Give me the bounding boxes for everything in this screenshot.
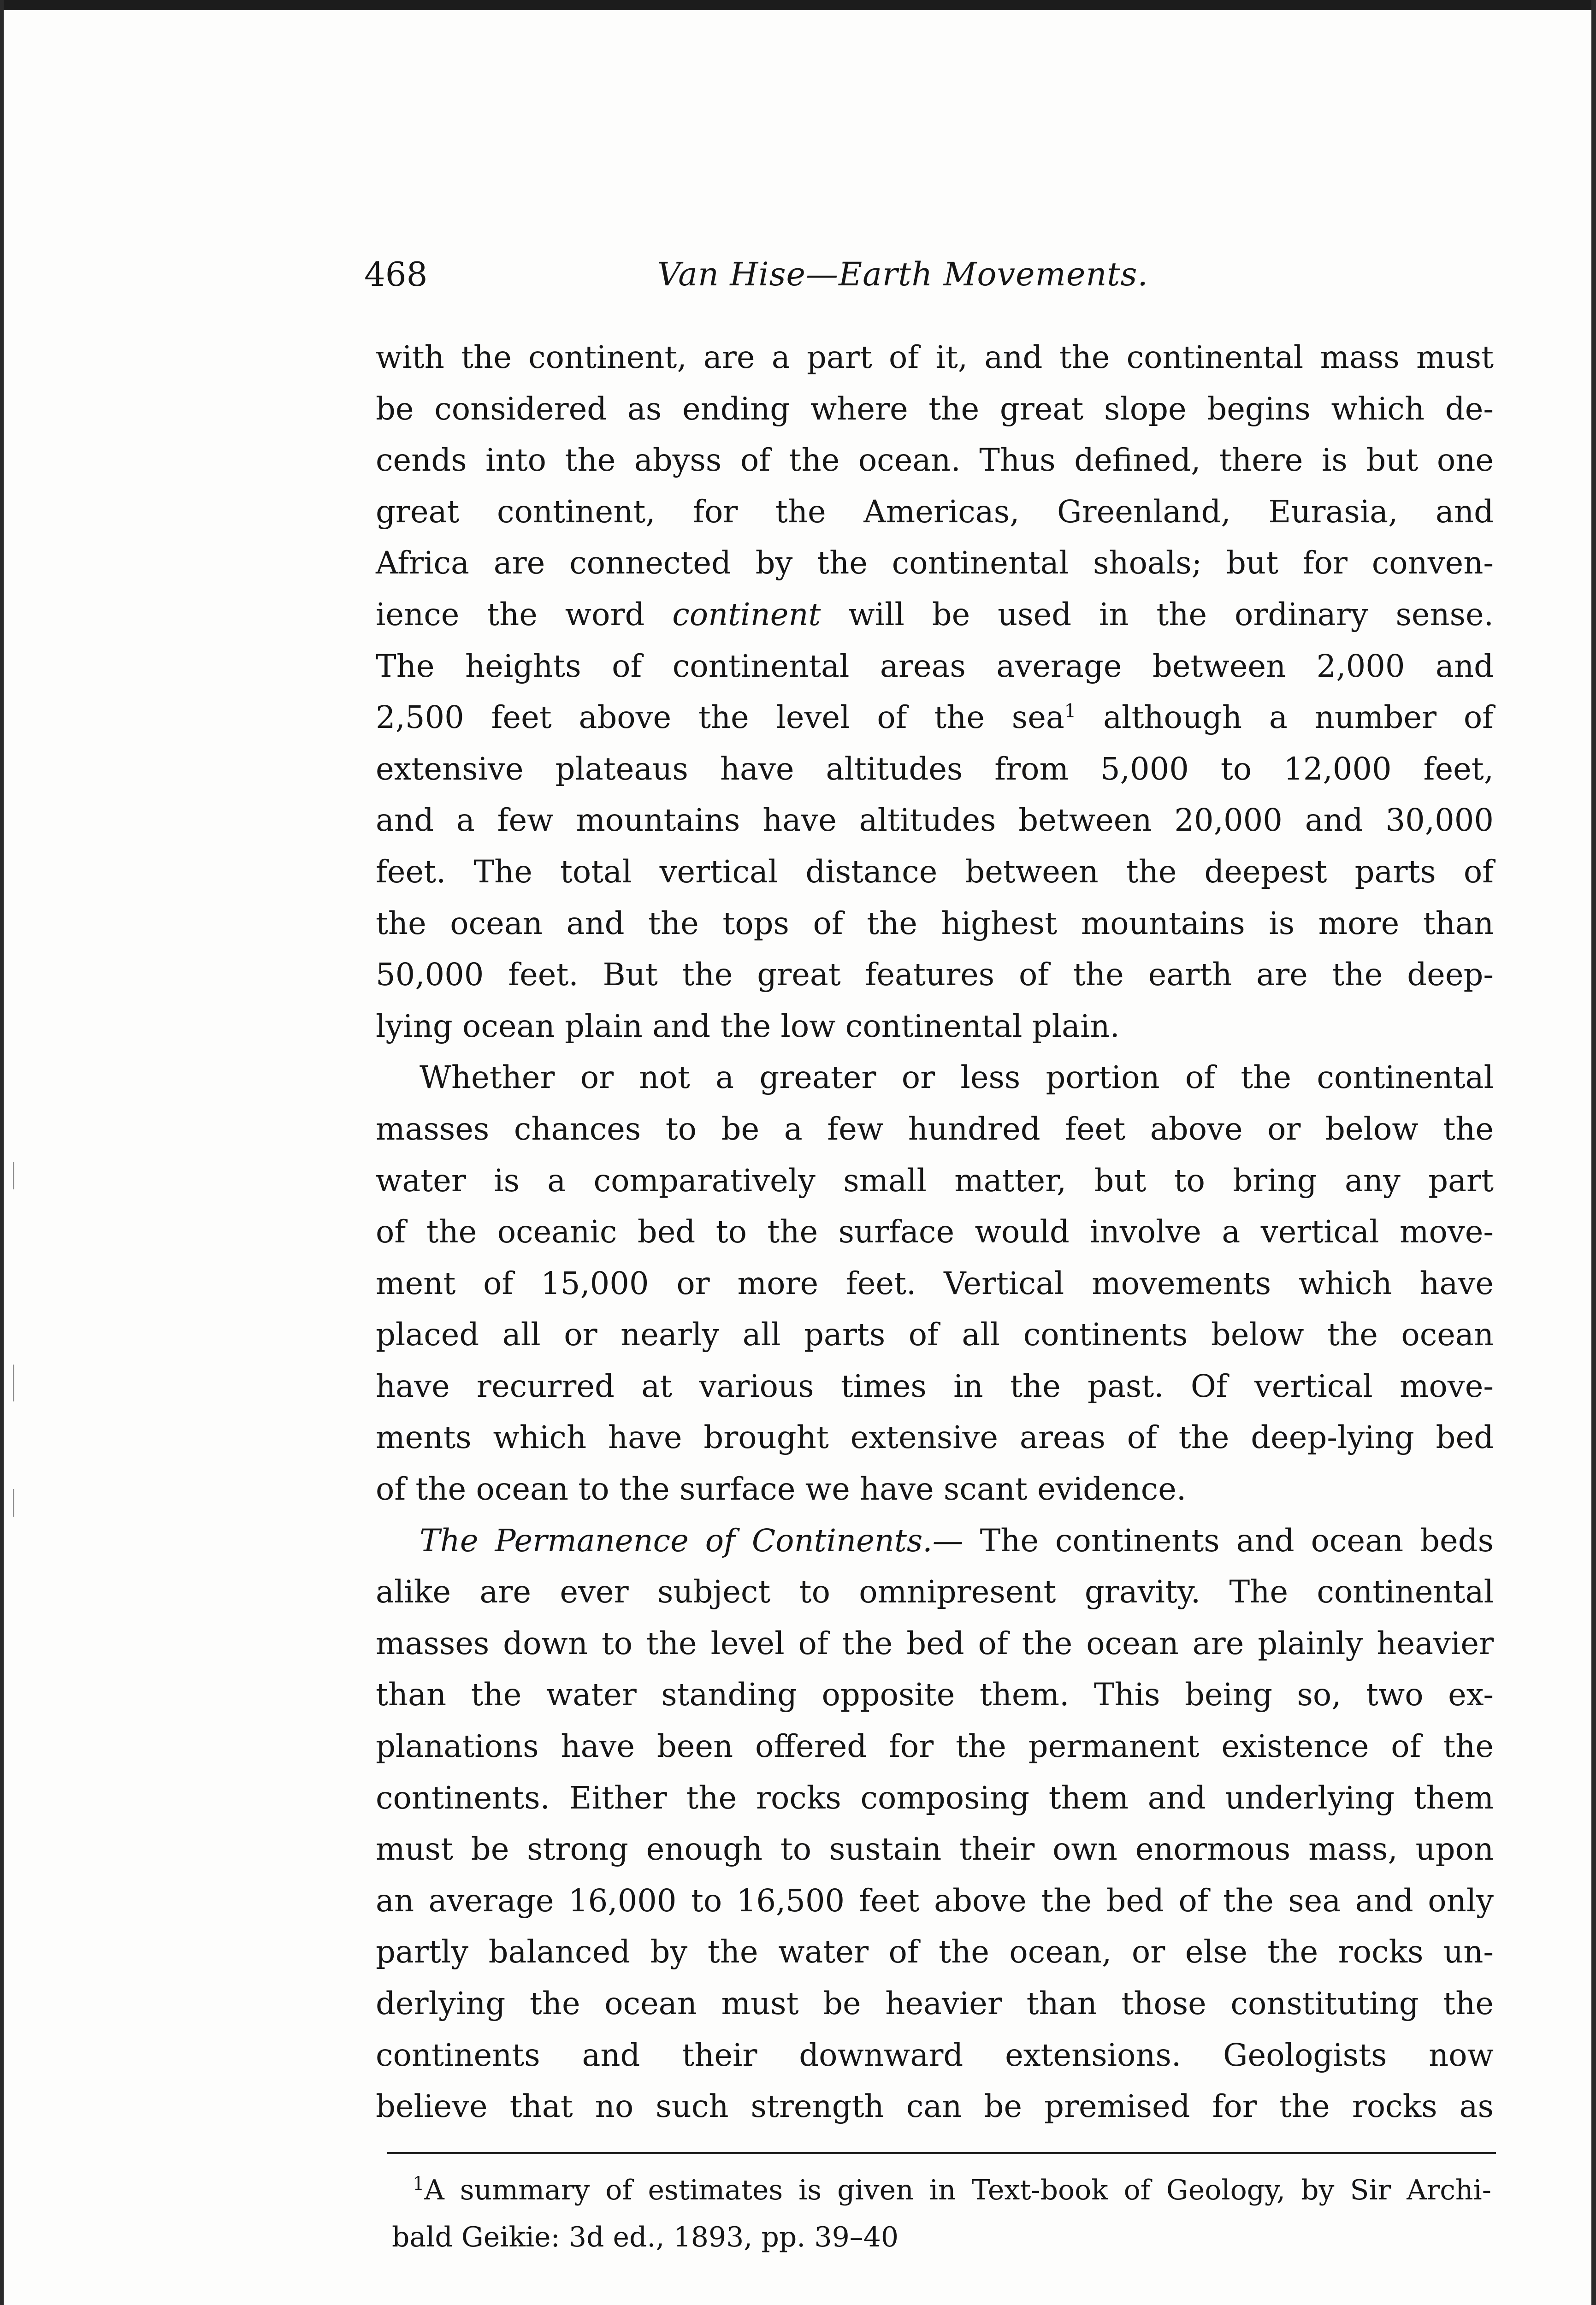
section-heading: The Permanence of Continents.— (420, 1522, 964, 1559)
footnote-text: A summary of estimates is given in Text-book of Geology, by Sir Archi- (424, 2174, 1491, 2206)
page-number: 468 (364, 255, 428, 294)
text-line: partly balanced by the water of the ocean, or else the rocks un- (376, 1934, 1494, 1970)
text-line (376, 589, 1494, 641)
text-line: derlying the ocean must be heavier than those constituting the (376, 1986, 1494, 2021)
text-line: ment of 15,000 or more feet. Vertical movements which have (376, 1265, 1494, 1301)
text-line (376, 1515, 1494, 1567)
text-line: extensive plateaus have altitudes from 5,000 to 12,000 feet, (376, 751, 1494, 787)
text-line: alike are ever subject to omnipresent gravity. The continental (376, 1574, 1494, 1610)
margin-speck (13, 1489, 14, 1517)
text-line: continents and their downward extensions. Geologists now (376, 2037, 1494, 2073)
italic-term: continent (672, 596, 821, 632)
text-line: the ocean and the tops of the highest mountains is more than (376, 905, 1494, 941)
text-line: Whether or not a greater or less portion of the continental (420, 1059, 1494, 1096)
text-line: 50,000 feet. But the great features of the earth are the deep- (376, 957, 1494, 993)
text-fragment: The continents and ocean beds (980, 1522, 1494, 1559)
text-line: have recurred at various times in the past. Of vertical move- (376, 1368, 1494, 1404)
text-line: must be strong enough to sustain their own enormous mass, upon (376, 1831, 1494, 1868)
text-line: Africa are connected by the continental shoals; but for conven- (376, 545, 1494, 581)
text-line: great continent, for the Americas, Greenland, Eurasia, and (376, 493, 1494, 530)
text-line: of the oceanic bed to the surface would involve a vertical move- (376, 1214, 1494, 1250)
text-line: water is a comparatively small matter, but to bring any part (376, 1162, 1494, 1199)
text-fragment: will be used in the ordinary sense. (848, 596, 1494, 632)
text-line: an average 16,000 to 16,500 feet above the bed of the sea and only (376, 1882, 1494, 1919)
footnote-line (413, 2167, 1491, 2214)
text-line: and a few mountains have altitudes between 20,000 and 30,000 (376, 802, 1494, 839)
text-line: masses chances to be a few hundred feet above or below the (376, 1111, 1494, 1147)
text-line: be considered as ending where the great slope begins which de- (376, 390, 1494, 427)
text-fragment: 2,500 feet above the level of the sea (376, 699, 1064, 736)
footnote-divider (387, 2152, 1496, 2154)
text-line: continents. Either the rocks composing them and underlying them (376, 1779, 1494, 1816)
scan-border-right (1591, 0, 1596, 2305)
footnote-reference: 1 (1064, 700, 1076, 722)
text-line: feet. The total vertical distance between the deepest parts of (376, 853, 1494, 890)
text-line: of the ocean to the surface we have scant evidence. (376, 1471, 1187, 1507)
body-text (376, 332, 1494, 2133)
text-line: than the water standing opposite them. This being so, two ex- (376, 1677, 1494, 1713)
text-line: The heights of continental areas average between 2,000 and (376, 648, 1494, 684)
footnotes (392, 2167, 1491, 2261)
running-title: Van Hise—Earth Movements. (657, 255, 1148, 293)
text-line: cends into the abyss of the ocean. Thus defined, there is but one (376, 442, 1494, 479)
running-head (364, 251, 1596, 302)
text-fragment: although a number of (1103, 699, 1494, 736)
scan-border-top (0, 0, 1596, 10)
footnote-line: bald Geikie: 3d ed., 1893, pp. 39–40 (392, 2221, 899, 2253)
text-line: ments which have brought extensive areas of the deep-lying bed (376, 1419, 1494, 1456)
text-line: believe that no such strength can be premised for the rocks as (376, 2088, 1494, 2125)
margin-speck (13, 1365, 14, 1401)
text-line: placed all or nearly all parts of all continents below the ocean (376, 1317, 1494, 1353)
text-line: masses down to the level of the bed of the ocean are plainly heavier (376, 1625, 1494, 1661)
text-line: lying ocean plain and the low continental plain. (376, 1008, 1120, 1044)
text-fragment: ience the word (376, 596, 645, 632)
text-line: with the continent, are a part of it, and the continental mass must (376, 339, 1494, 375)
footnote-marker: 1 (413, 2173, 425, 2194)
text-line: planations have been offered for the permanent existence of the (376, 1728, 1494, 1765)
scan-border-left (0, 0, 4, 2305)
text-line (376, 692, 1494, 744)
margin-speck (13, 1162, 14, 1189)
